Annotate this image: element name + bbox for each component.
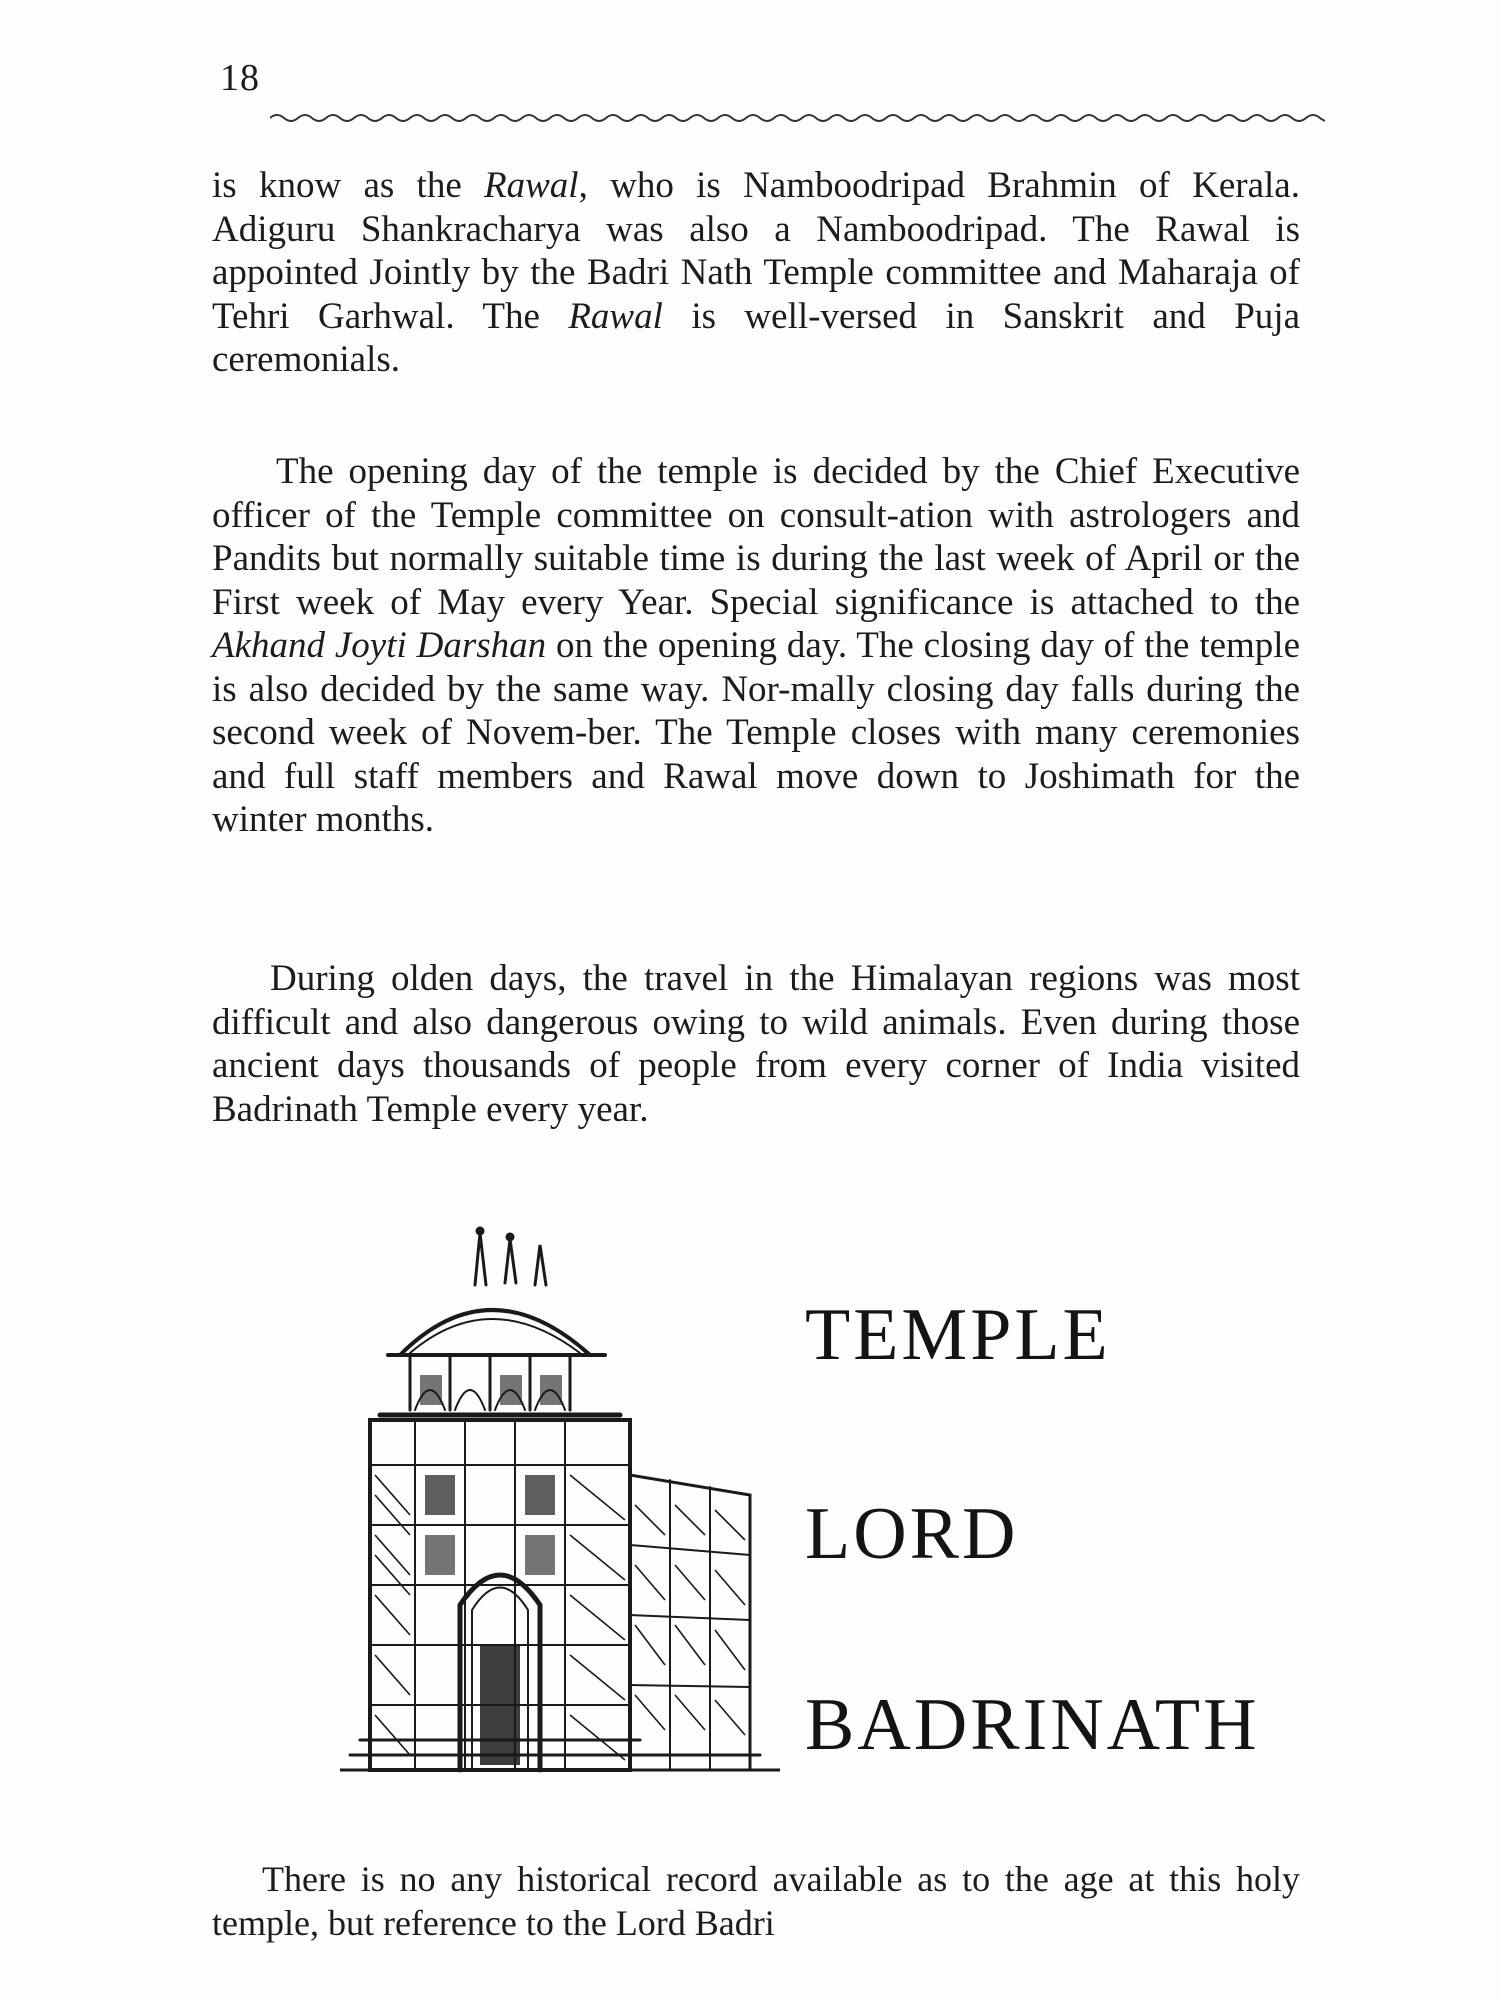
- rawal-emphasis: Rawal: [568, 295, 663, 337]
- paragraph-olden-days: During olden days, the travel in the Himalayan regions was most difficult and also dangerous owing to wild animals. Even during those ancient days thousands of people from every corner of India visited Badrinath Temple every year.: [212, 958, 1300, 1130]
- rawal-emphasis: Rawal: [484, 165, 579, 206]
- decorative-wavy-rule: [270, 108, 1325, 128]
- caption-line-badrinath: BADRINATH: [805, 1684, 1260, 1766]
- akhand-joyti-emphasis: Akhand Joyti Darshan: [212, 625, 547, 666]
- page-number: 18: [220, 57, 260, 99]
- paragraph-historical-record: There is no any historical record available as to the age at this holy temple, but reference to the Lord Badri: [212, 1859, 1300, 1943]
- caption-line-lord: LORD: [805, 1493, 1019, 1575]
- caption-line-temple: TEMPLE: [805, 1294, 1111, 1376]
- paragraph-rawal: is know as the Rawal, who is Namboodripad Brahmin of Kerala. Adiguru Shankracharya was also a Namboodripad. The Rawal is appointed Jointly by the Badri Nath Temple committee and Maharaja of Tehri Garhwal. The Rawal is well-versed in Sanskrit and Puja ceremonials.: [212, 165, 1300, 380]
- paragraph-opening-day: The opening day of the temple is decided by the Chief Executive officer of the Temple committee on consult-ation with astrologers and Pandits but normally suitable time is during the last week of April or the First week of May every Year. Special significance is attached to the Akhand Joyti Darshan on the opening day. The closing day of the temple is also decided by the same way. Nor-mally closing day falls during the second week of Novem-ber. The Temple closes with many ceremonies and full staff members and Rawal move down to Joshimath for the winter months.: [212, 451, 1300, 840]
- temple-illustration: [340, 1225, 780, 1790]
